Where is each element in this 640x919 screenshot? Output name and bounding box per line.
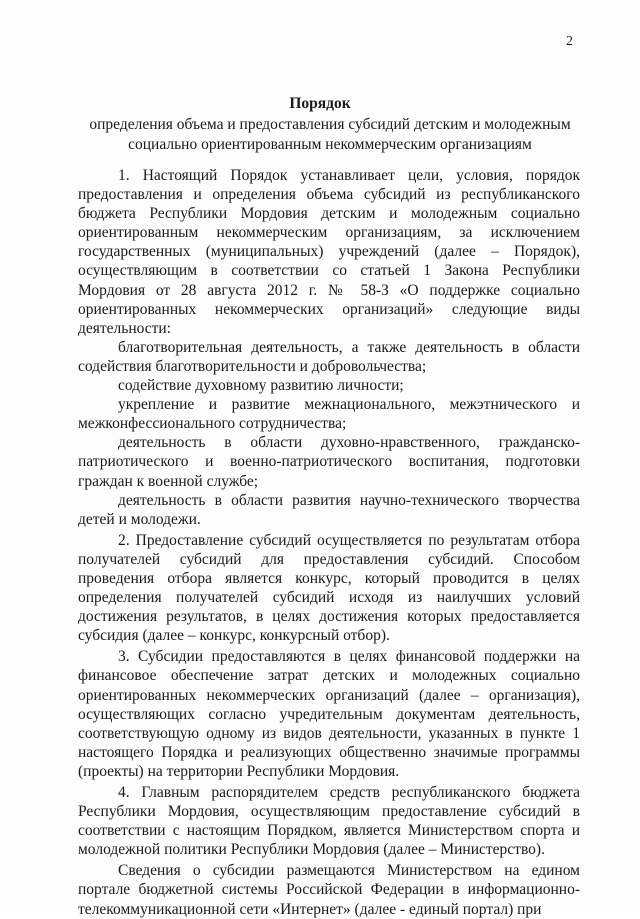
list-item-spiritual: содействие духовному развитию личности; [118, 377, 404, 395]
document-body [78, 166, 580, 919]
list-item-charity: благотворительная деятельность, а также деятельность в области содействия благотворительности и добровольчества; [78, 338, 580, 375]
paragraph-2: 2. Предоставление субсидий осуществляется по результатам отбора получателей субсидий для предоставления субсидий. Способом проведения отбора является конкурс, который проводится в целях определения получателей субсидий исходя из наилучших условий достижения результатов, в целях достижения которых предоставляется субсидия (далее – конкурс, конкурсный отбор). [78, 531, 580, 645]
list-item-scientific: деятельность в области развития научно-технического творчества детей и молодежи. [78, 491, 580, 528]
paragraph-1: 1. Настоящий Порядок устанавливает цели, условия, порядок предоставления и определения объема субсидий из республиканского бюджета Республики Мордовия детским и молодежным социально ориентированным некоммерческим организациям, за исключением государственных (муниципальных) учреждений (далее – Порядок), осуществляющим в соответствии со статьей 1 Закона Республики Мордовия от 28 августа 2012 г. № 58-З «О поддержке социально ориентированных некоммерческих организаций» следующие виды деятельности: [78, 167, 580, 337]
page-number: 2 [566, 34, 573, 49]
document-title: Порядок [289, 95, 351, 112]
paragraph-5: Сведения о субсидии размещаются Министерством на едином портале бюджетной системы Российской Федерации в информационно-телекоммуникационной сети «Интернет» (далее - единый портал) при [78, 862, 580, 918]
document-subtitle: определения объема и предоставления субсидий детским и молодежным социально ориентированным некоммерческим организациям [89, 116, 571, 153]
list-item-interethnic: укрепление и развитие межнационального, межэтнического и межконфессионального сотрудничества; [78, 396, 580, 433]
paragraph-3: 3. Субсидии предоставляются в целях финансовой поддержки на финансовое обеспечение затрат детских и молодежных социально ориентированных некоммерческих организаций (далее – организация), осуществляющих согласно учредительным документам деятельность, соответствующую одному из видов деятельности, указанных в пункте 1 настоящего Порядка и реализующих общественно значимые программы (проекты) на территории Республики Мордовия. [78, 648, 580, 780]
list-item-patriotic: деятельность в области духовно-нравственного, гражданско-патриотического и военно-патриотического воспитания, подготовки граждан к военной службе; [78, 434, 580, 490]
paragraph-4: 4. Главным распорядителем средств республиканского бюджета Республики Мордовия, осуществляющим предоставление субсидий в соответствии с настоящим Порядком, является Министерством спорта и молодежной политики Республики Мордовия (далее – Министерство). [78, 784, 580, 859]
